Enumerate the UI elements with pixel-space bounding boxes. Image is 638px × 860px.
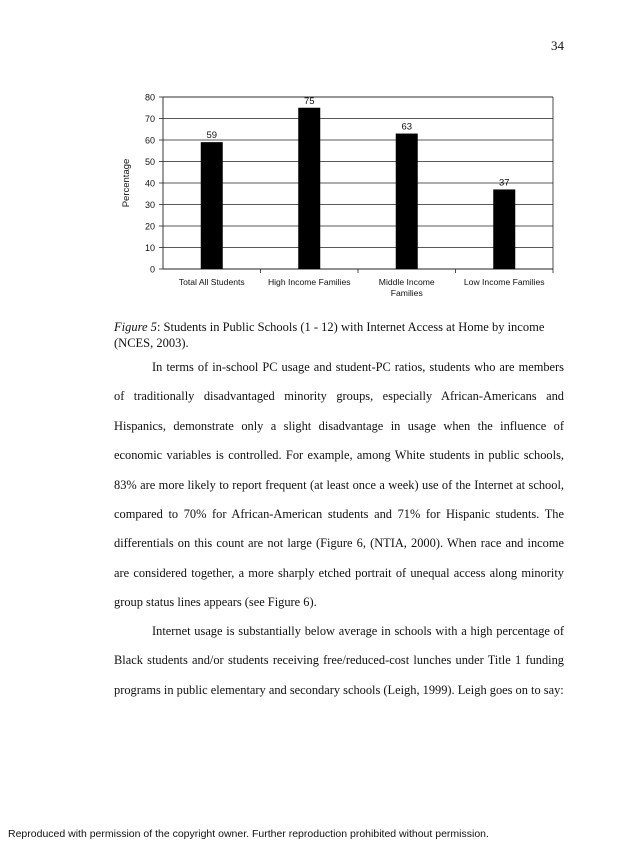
- y-tick-label: 60: [144, 135, 155, 146]
- bar-1: [201, 142, 223, 269]
- bar-chart: [0, 0, 638, 310]
- y-tick-label: 10: [144, 243, 155, 253]
- bar-2: [298, 108, 320, 269]
- x-tick-label: Total All Students: [178, 277, 245, 287]
- x-tick-label: Families: [390, 288, 423, 298]
- figure-caption-text: : Students in Public Schools (1 - 12) with Internet Access at Home by income (NCES, 2003).: [114, 320, 545, 350]
- x-tick-label: Middle Income: [378, 277, 435, 287]
- y-tick-label: 30: [144, 200, 155, 210]
- y-tick-label: 40: [144, 178, 155, 189]
- y-tick-label: 50: [144, 157, 155, 167]
- y-tick-label: 70: [144, 114, 155, 124]
- bar-3: [396, 134, 418, 269]
- paragraph-1-block: [114, 353, 564, 618]
- bar-4: [493, 189, 515, 269]
- figure-caption: [114, 319, 554, 351]
- y-tick-label: 80: [144, 92, 155, 103]
- chart-labels: [121, 93, 545, 299]
- bar-data-label: 59: [206, 130, 218, 142]
- page-number: 34: [551, 38, 564, 53]
- chart-bars: [201, 108, 516, 269]
- copyright-footer: Reproduced with permission of the copyright owner. Further reproduction prohibited without permission.: [8, 828, 489, 840]
- bar-data-label: 63: [401, 121, 413, 133]
- paragraph-2: Internet usage is substantially below average in schools with a high percentage of Black students and/or students receiving free/reduced-cost lunches under Title 1 funding programs in public elementary and secondary schools (Leigh, 1999). Leigh goes on to say:: [114, 624, 564, 697]
- bar-data-label: 75: [303, 95, 315, 107]
- y-axis-title: Percentage: [121, 158, 132, 208]
- y-tick-label: 0: [149, 264, 155, 275]
- figure-caption-label: Figure 5: [114, 320, 157, 334]
- paragraph-2-block: [114, 617, 564, 705]
- bar-data-label: 37: [498, 177, 510, 189]
- paragraph-1: In terms of in-school PC usage and student-PC ratios, students who are members of traditionally disadvantaged minority groups, especially African-Americans and Hispanics, demonstrate only a slight disadvantage in usage when the influence of economic variables is controlled. For example, among White students in public schools, 83% are more likely to report frequent (at least once a week) use of the Internet at school, compared to 70% for African-American students and 71% for Hispanic students. The differentials on this count are not large (Figure 6, (NTIA, 2000). When race and income are considered together, a more sharply etched portrait of unequal access along minority group status lines appears (see Figure 6).: [114, 360, 564, 610]
- x-tick-label: Low Income Families: [463, 277, 545, 287]
- x-tick-label: High Income Families: [267, 277, 351, 287]
- y-tick-label: 20: [144, 221, 155, 232]
